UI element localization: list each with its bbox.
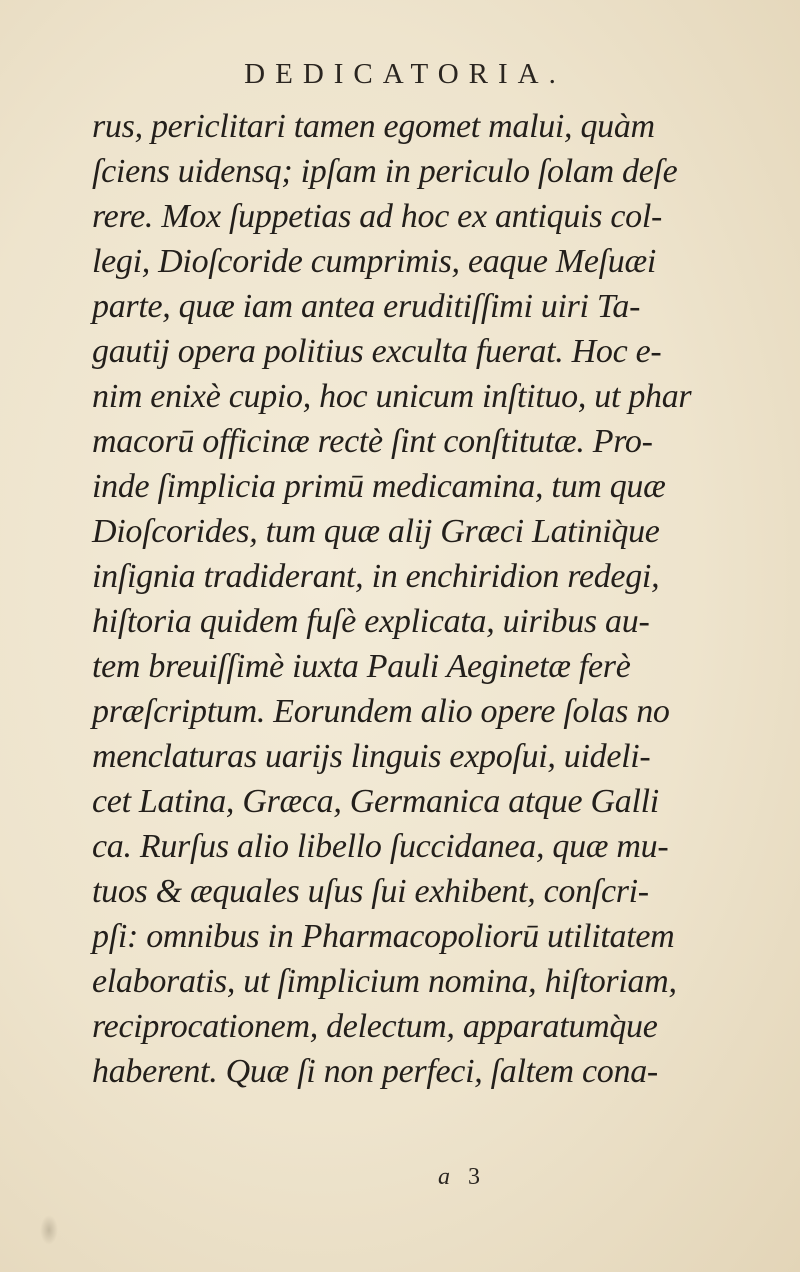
paper-speck bbox=[40, 1215, 58, 1245]
text-line: legi, Dioſcoride cumprimis, eaque Meſuæi bbox=[92, 243, 657, 280]
text-line: præſcriptum. Eorundem alio opere ſolas no bbox=[92, 693, 670, 730]
signature-letter: a bbox=[438, 1164, 450, 1190]
text-line: inſignia tradiderant, in enchiridion redegi, bbox=[92, 558, 660, 595]
text-line: gautij opera politius exculta fuerat. Hoc e- bbox=[92, 333, 662, 370]
text-line: inde ſimplicia primū medicamina, tum quæ bbox=[92, 468, 666, 505]
text-line: ſciens uidensq; ipſam in periculo ſolam deſe bbox=[92, 153, 678, 190]
text-line: macorū officinæ rectè ſint conſtitutæ. Pro- bbox=[92, 423, 653, 460]
signature-mark bbox=[438, 1164, 480, 1191]
text-line: cet Latina, Græca, Germanica atque Galli bbox=[92, 783, 659, 820]
text-line: rere. Mox ſuppetias ad hoc ex antiquis col- bbox=[92, 198, 662, 235]
text-line: pſi: omnibus in Pharmacopoliorū utilitatem bbox=[92, 918, 675, 955]
body-text bbox=[92, 104, 742, 1094]
text-line: rus, periclitari tamen egomet malui, quàm bbox=[92, 108, 655, 145]
text-line: reciprocationem, delectum, apparatumq̀ue bbox=[92, 1008, 658, 1045]
text-line: hiſtoria quidem fuſè explicata, uiribus au- bbox=[92, 603, 650, 640]
text-line: Dioſcorides, tum quæ alij Græci Latiniq̀ue bbox=[92, 513, 660, 550]
text-line: menclaturas uarijs linguis expoſui, uideli- bbox=[92, 738, 651, 775]
text-line: ca. Rurſus alio libello ſuccidanea, quæ mu- bbox=[92, 828, 669, 865]
text-line: parte, quæ iam antea eruditiſſimi uiri Ta- bbox=[92, 288, 641, 325]
text-line: tuos & æquales uſus ſui exhibent, conſcri- bbox=[92, 873, 649, 910]
running-head: DEDICATORIA. bbox=[244, 58, 566, 90]
text-line: nim enixè cupio, hoc unicum inſtituo, ut phar bbox=[92, 378, 692, 415]
text-line: haberent. Quæ ſi non perfeci, ſaltem cona- bbox=[92, 1053, 658, 1090]
signature-number: 3 bbox=[468, 1164, 480, 1190]
text-line: tem breuiſſimè iuxta Pauli Aeginetæ ferè bbox=[92, 648, 631, 685]
text-line: elaboratis, ut ſimplicium nomina, hiſtoriam, bbox=[92, 963, 677, 1000]
